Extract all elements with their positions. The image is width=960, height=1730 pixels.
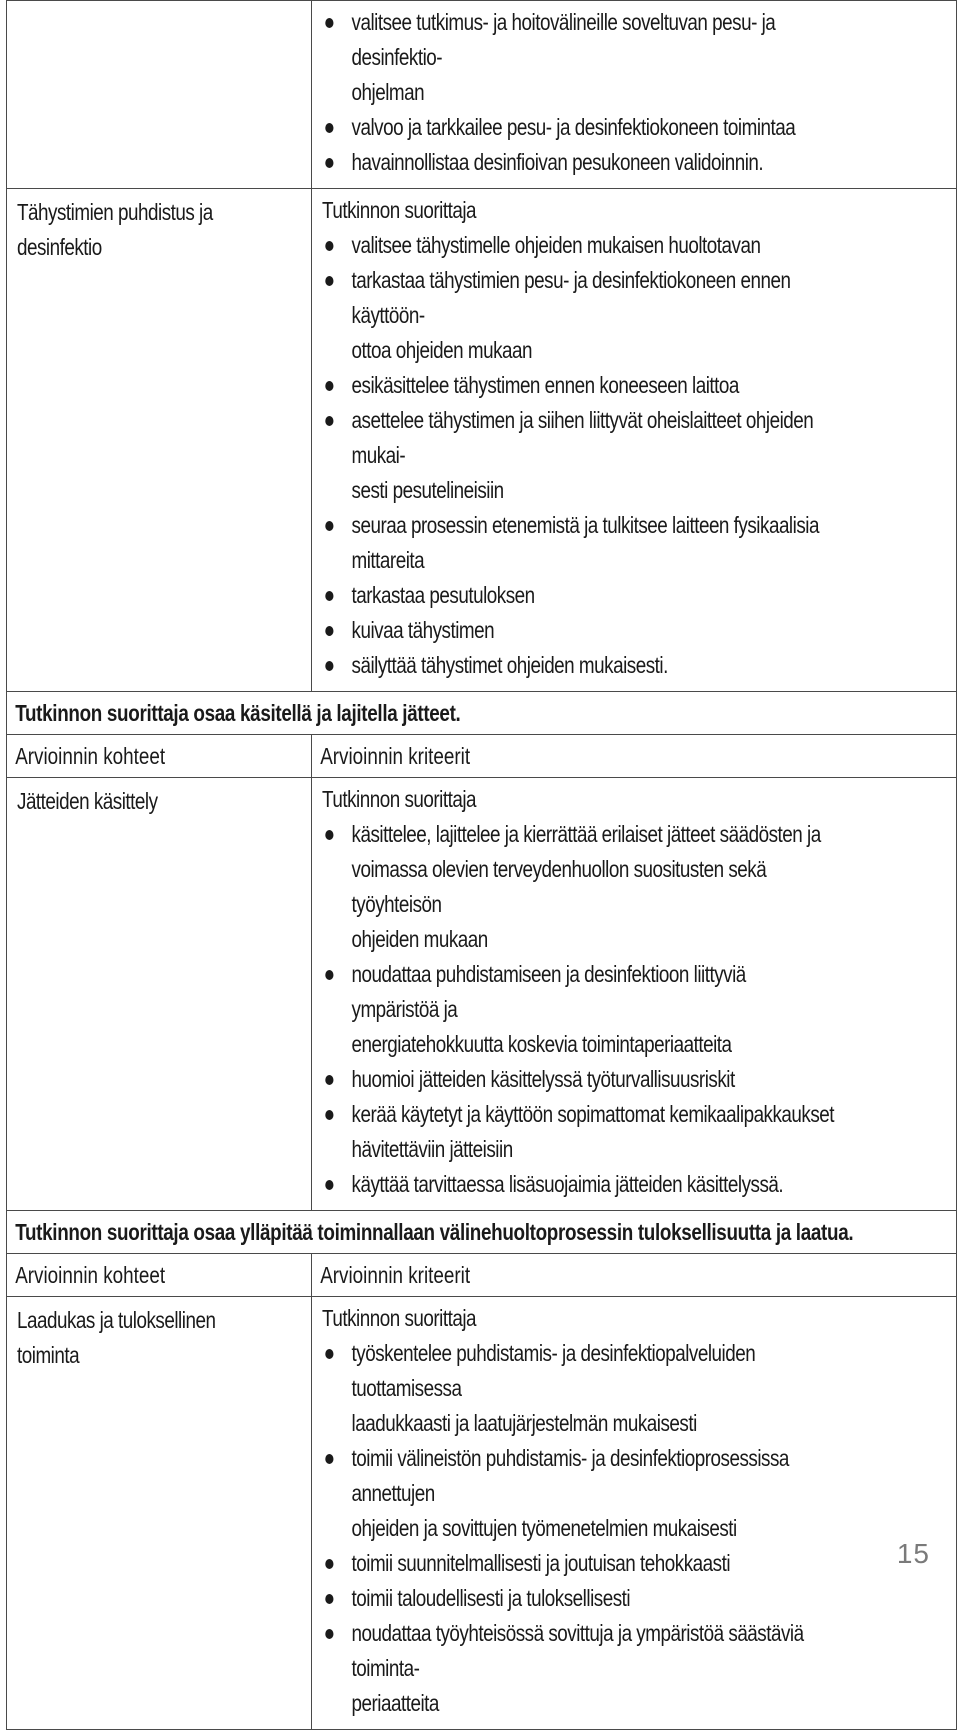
criteria-list xyxy=(322,5,835,180)
criteria-cell xyxy=(312,189,957,692)
list-item: noudattaa työyhteisössä sovittuja ja ympäristöä säästäviä toiminta- periaatteita xyxy=(322,1616,835,1721)
bullet-icon xyxy=(325,626,333,636)
bullet-icon xyxy=(325,1454,333,1464)
column-header-row xyxy=(7,1254,957,1297)
assessment-table xyxy=(6,0,957,1730)
list-item: valvoo ja tarkkailee pesu- ja desinfektiokoneen toimintaa xyxy=(322,110,835,145)
section-heading-row xyxy=(7,1211,957,1254)
list-item: valitsee tähystimelle ohjeiden mukaisen huoltotavan xyxy=(322,228,835,263)
bullet-icon xyxy=(325,416,333,426)
bullet-icon xyxy=(325,970,333,980)
criteria-cell xyxy=(312,778,957,1211)
target-cell xyxy=(7,778,312,1211)
column-header-criteria: Arvioinnin kriteerit xyxy=(312,1254,957,1297)
bullet-icon xyxy=(325,1594,333,1604)
bullet-icon xyxy=(325,381,333,391)
section-heading-row xyxy=(7,692,957,735)
target-label: Jätteiden käsittely xyxy=(17,788,158,814)
bullet-icon xyxy=(325,1629,333,1639)
criteria-cell xyxy=(312,1297,957,1730)
section-heading: Tutkinnon suorittaja osaa käsitellä ja lajitella jätteet. xyxy=(15,700,461,726)
table-row xyxy=(7,1,957,189)
target-cell xyxy=(7,189,312,692)
list-item: tarkastaa tähystimien pesu- ja desinfektiokoneen ennen käyttöön- ottoa ohjeiden mukaan xyxy=(322,263,835,368)
list-item: seuraa prosessin etenemistä ja tulkitsee laitteen fysikaalisia mittareita xyxy=(322,508,835,578)
list-item: käsittelee, lajittelee ja kierrättää erilaiset jätteet säädösten ja voimassa olevien terveydenhuollon suositusten sekä työyhteisön ohjeiden mukaan xyxy=(322,817,835,957)
list-item: toimii välineistön puhdistamis- ja desinfektioprosessissa annettujen ohjeiden ja sovittujen työmenetelmien mukaisesti xyxy=(322,1441,835,1546)
bullet-icon xyxy=(325,1559,333,1569)
bullet-icon xyxy=(325,1110,333,1120)
bullet-icon xyxy=(325,1180,333,1190)
list-item: havainnollistaa desinfioivan pesukoneen validoinnin. xyxy=(322,145,835,180)
bullet-icon xyxy=(325,123,333,133)
list-item: kuivaa tähystimen xyxy=(322,613,835,648)
list-item: säilyttää tähystimet ohjeiden mukaisesti. xyxy=(322,648,835,683)
bullet-icon xyxy=(325,1075,333,1085)
bullet-icon xyxy=(325,158,333,168)
bullet-icon xyxy=(325,661,333,671)
list-item: käyttää tarvittaessa lisäsuojaimia jätteiden käsittelyssä. xyxy=(322,1167,835,1202)
criteria-lead: Tutkinnon suorittaja xyxy=(322,1305,477,1331)
list-item: noudattaa puhdistamiseen ja desinfektioon liittyviä ympäristöä ja energiatehokkuutta koskevia toimintaperiaatteita xyxy=(322,957,835,1062)
list-item: toimii taloudellisesti ja tuloksellisesti xyxy=(322,1581,835,1616)
list-item: asettelee tähystimen ja siihen liittyvät oheislaitteet ohjeiden mukai- sesti pesutelineisiin xyxy=(322,403,835,508)
criteria-list xyxy=(322,228,835,683)
list-item: tarkastaa pesutuloksen xyxy=(322,578,835,613)
target-cell xyxy=(7,1,312,189)
column-header-criteria: Arvioinnin kriteerit xyxy=(312,735,957,778)
target-cell xyxy=(7,1297,312,1730)
column-header-targets: Arvioinnin kohteet xyxy=(7,735,312,778)
criteria-lead: Tutkinnon suorittaja xyxy=(322,197,477,223)
list-item: esikäsittelee tähystimen ennen koneeseen laittoa xyxy=(322,368,835,403)
criteria-list xyxy=(322,817,835,1202)
criteria-lead: Tutkinnon suorittaja xyxy=(322,786,477,812)
list-item: työskentelee puhdistamis- ja desinfektiopalveluiden tuottamisessa laadukkaasti ja laatujärjestelmän mukaisesti xyxy=(322,1336,835,1441)
list-item: toimii suunnitelmallisesti ja joutuisan tehokkaasti xyxy=(322,1546,835,1581)
section-heading-cell xyxy=(7,692,957,735)
section-heading-cell xyxy=(7,1211,957,1254)
bullet-icon xyxy=(325,521,333,531)
column-header-targets: Arvioinnin kohteet xyxy=(7,1254,312,1297)
bullet-icon xyxy=(325,591,333,601)
section-heading: Tutkinnon suorittaja osaa ylläpitää toiminnallaan välinehuoltoprosessin tuloksellisuutta ja laatua. xyxy=(15,1219,854,1245)
bullet-icon xyxy=(325,241,333,251)
page-number: 15 xyxy=(896,1538,930,1569)
criteria-document xyxy=(6,0,956,1730)
table-row xyxy=(7,1297,957,1730)
table-row xyxy=(7,189,957,692)
bullet-icon xyxy=(325,276,333,286)
bullet-icon xyxy=(325,830,333,840)
list-item: kerää käytetyt ja käyttöön sopimattomat kemikaalipakkaukset hävitettäviin jätteisiin xyxy=(322,1097,835,1167)
target-label: Tähystimien puhdistus ja desinfektio xyxy=(17,199,213,260)
target-label: Laadukas ja tuloksellinen toiminta xyxy=(17,1307,216,1368)
criteria-cell xyxy=(312,1,957,189)
column-header-row xyxy=(7,735,957,778)
criteria-list xyxy=(322,1336,835,1721)
table-row xyxy=(7,778,957,1211)
bullet-icon xyxy=(325,18,333,28)
list-item: valitsee tutkimus- ja hoitovälineille soveltuvan pesu- ja desinfektio- ohjelman xyxy=(322,5,835,110)
bullet-icon xyxy=(325,1349,333,1359)
list-item: huomioi jätteiden käsittelyssä työturvallisuusriskit xyxy=(322,1062,835,1097)
